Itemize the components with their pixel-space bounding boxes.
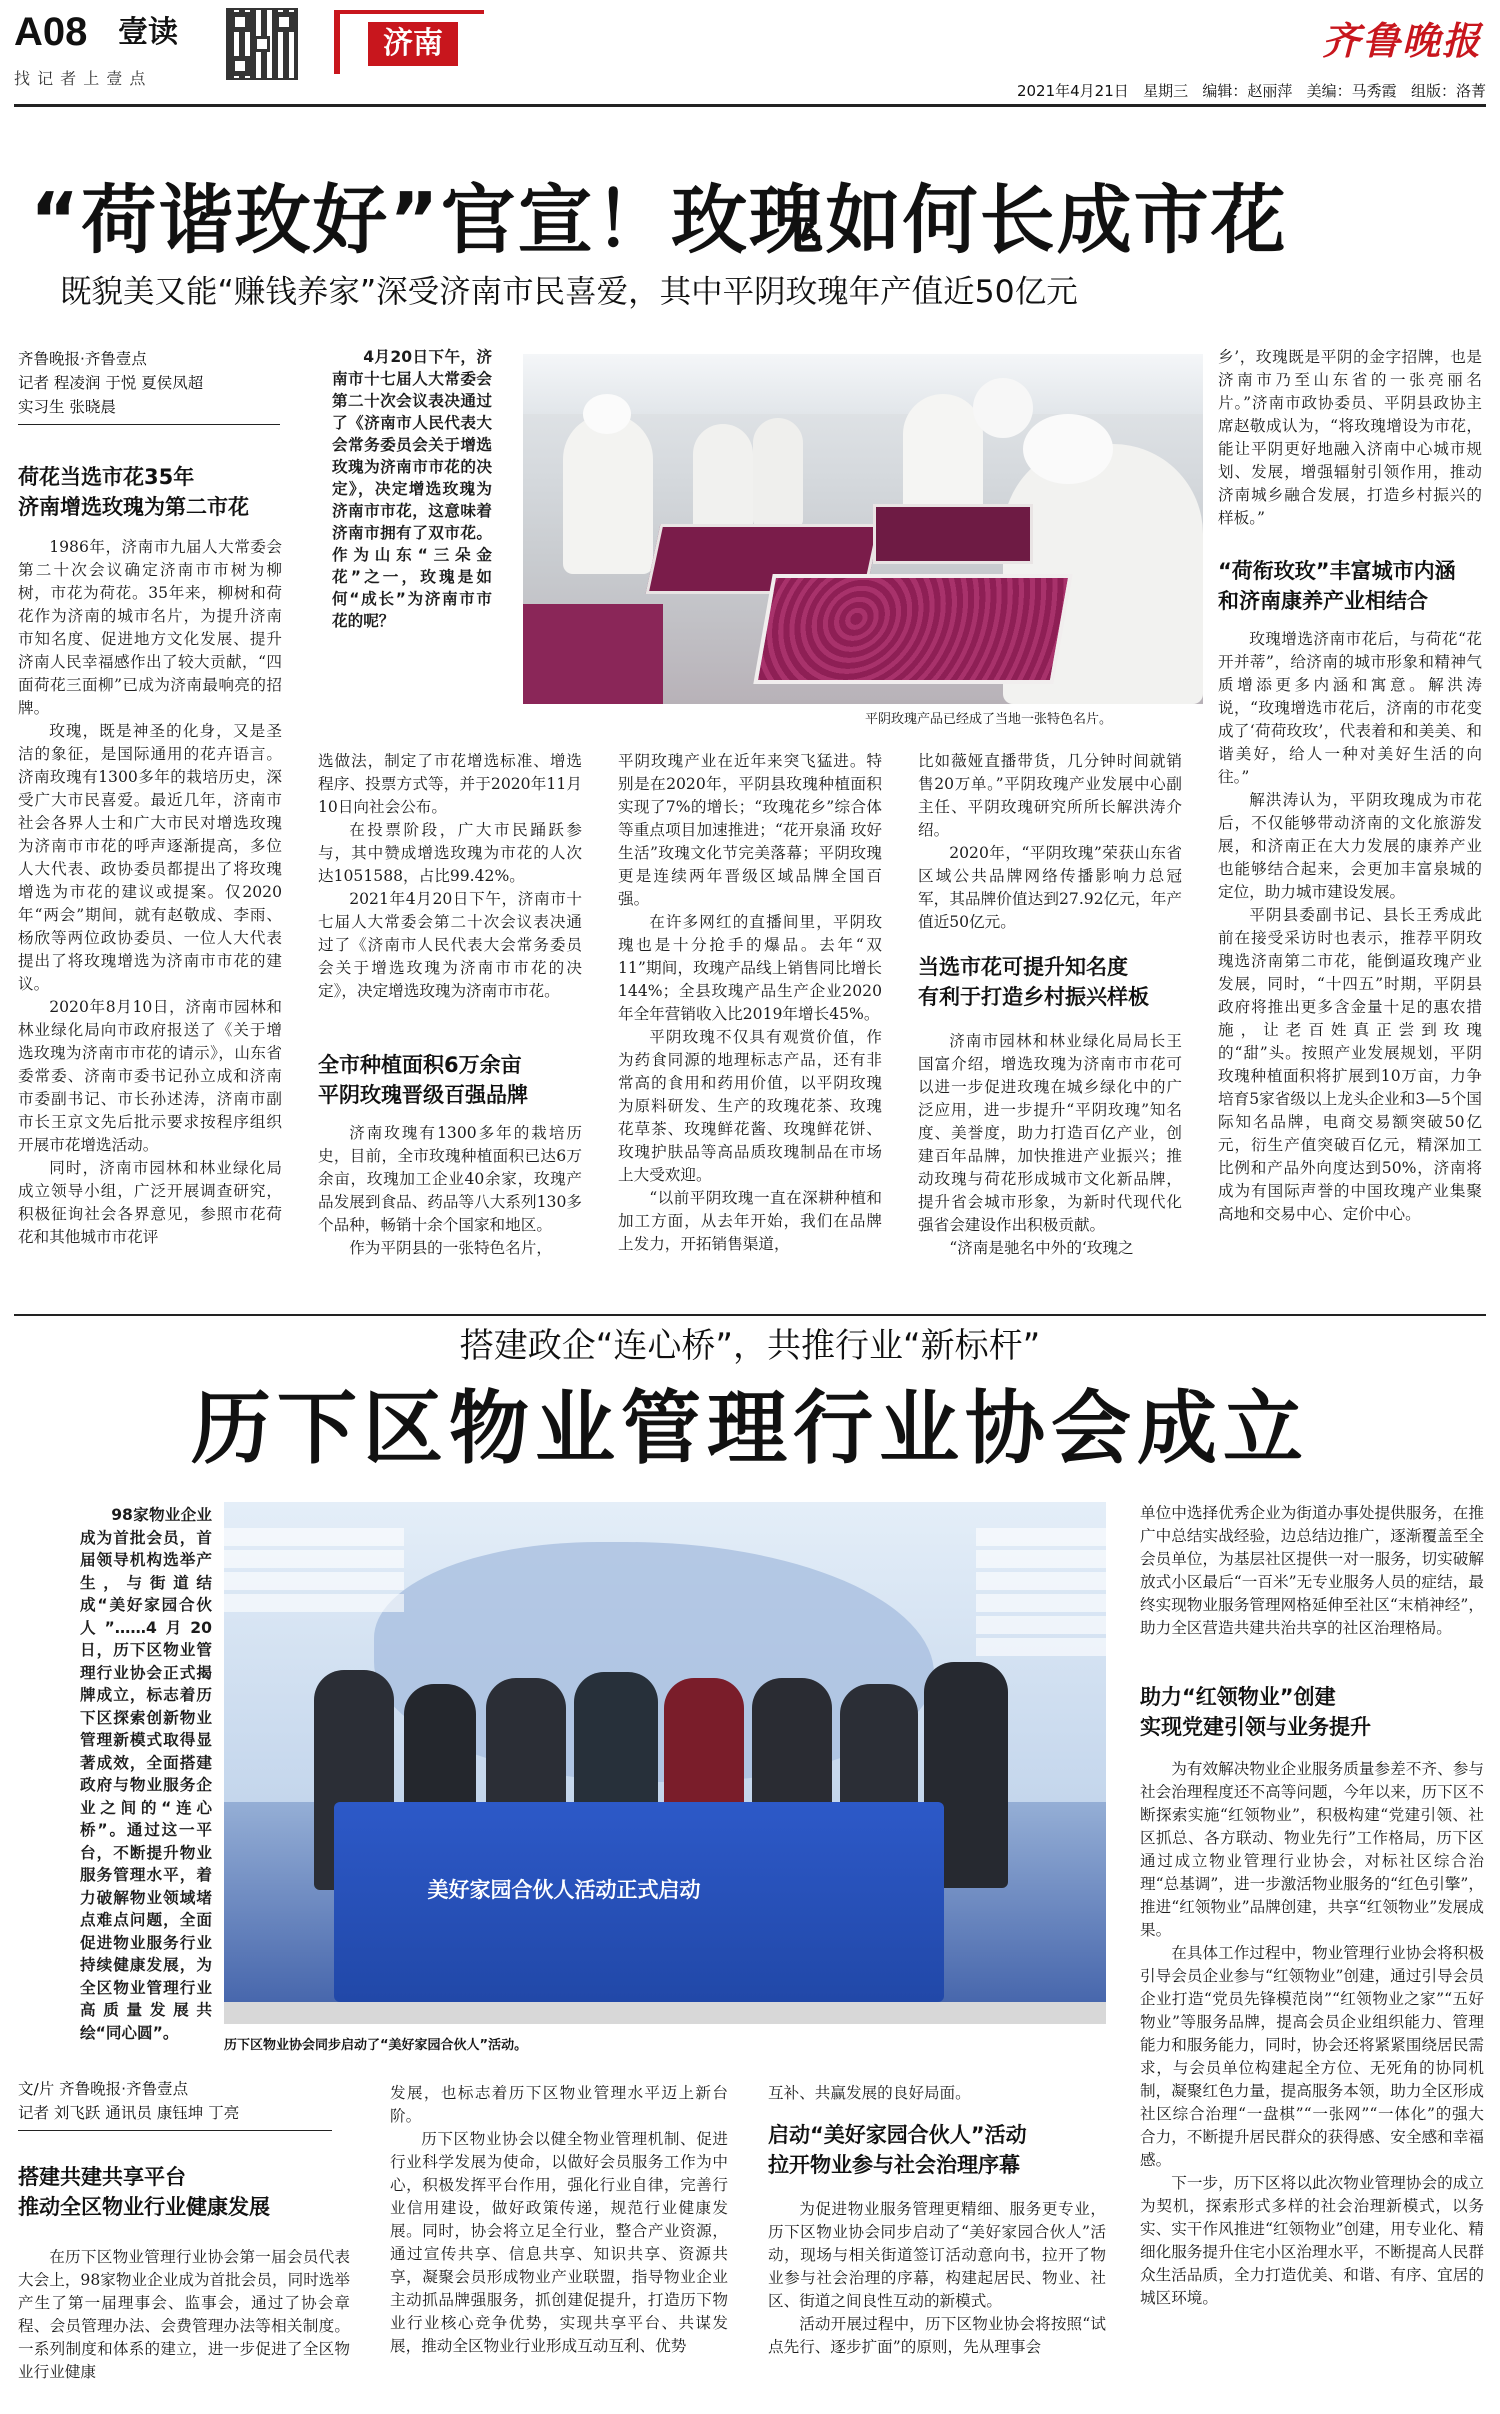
paragraph: 玫瑰，既是神圣的化身，又是圣洁的象征，是国际通用的花卉语言。济南玫瑰有1300多年的栽培历史，深受广大市民喜爱。最近几年，济南市社会各界人士和广大市民对增选玫瑰为济南市市花的呼声逐渐提高，多位人大代表、政协委员都提出了将玫瑰增选为市花的建议或提案。仅2020年“两会”期间，就有赵敬成、李雨、杨欣等两位政协委员、一位人大代表提出了将玫瑰增选为济南市市花的建议。 — [18, 722, 282, 993]
paragraph: 2021年4月20日下午，济南市十七届人大常委会第二十次会议表决通过了《济南市人民代表大会常务委员会关于增选玫瑰为济南市市花的决定》，决定增选玫瑰为济南市市花。 — [318, 890, 582, 1000]
paragraph: 为有效解决物业企业服务质量参差不齐、参与社会治理程度还不高等问题，今年以来，历下区不断探索实施“红领物业”，积极构建“党建引领、社区抓总、各方联动、物业先行”工作格局，历下区通过成立物业管理行业协会，对标社区综合治理“总基调”，进一步激活物业服务的“红色引擎”，推进“红领物业”品牌创建，共享“红领物业”发展成果。 — [1140, 1760, 1484, 1939]
credit-rule-2 — [18, 2130, 332, 2131]
paragraph: “济南是驰名中外的‘玫瑰之 — [949, 1239, 1134, 1257]
story1-col-4 — [918, 750, 1182, 934]
paragraph: 济南玫瑰有1300多年的栽培历史，目前，全市玫瑰种植面积已达6万余亩，玫瑰加工企业40余家，玫瑰产品发展到食品、药品等八大系列130多个品种，畅销十余个国家和地区。 — [318, 1124, 582, 1234]
paragraph: 互补、共赢发展的良好局面。 — [768, 2084, 971, 2102]
rose-factory-photo — [523, 354, 1203, 704]
paragraph: 平阴县委副书记、县长王秀成此前在接受采访时也表示，推荐平阴玫瑰选济南第二市花，能倒逼玫瑰产业发展，同时，“十四五”时期，平阴县政府将推出更多含金量十足的惠农措施，让老百姓真正尝到玫瑰的“甜”头。按照产业发展规划，平阴玫瑰种植面积将扩展到10万亩，力争培育5家省级以上龙头企业和3—5个国际知名品牌，电商交易额突破50亿元，衍生产值突破百亿元，精深加工比例和产品外向度达到50%，济南将成为有国际声誉的中国玫瑰产业集聚高地和交易中心、定价中心。 — [1218, 906, 1482, 1223]
story1-subheadline: 既貌美又能“赚钱养家”深受济南市民喜爱，其中平阴玫瑰年产值近50亿元 — [60, 274, 1078, 310]
paragraph: 济南市园林和林业绿化局局长王国富介绍，增选玫瑰为济南市市花可以进一步促进玫瑰在城乡绿化中的广泛应用，进一步提升“平阴玫瑰”知名度、美誉度，助力打造百亿产业，创建百年品牌，加快推进产业振兴；推动玫瑰与荷花形成城市文化新品牌，提升省会城市形象，为新时代现代化强省会建设作出积极贡献。 — [918, 1032, 1182, 1234]
story2-col-4 — [1140, 1502, 1484, 1666]
story2-col-1 — [18, 2246, 350, 2406]
paragraph: “以前平阴玫瑰一直在深耕种植和加工方面，从去年开始，我们在品牌上发力，开拓销售渠道， — [618, 1189, 882, 1253]
story2-col-3b — [768, 2198, 1106, 2406]
city-tag — [334, 10, 484, 74]
paragraph: 平阴玫瑰产业在近年来突飞猛进。特别是在2020年，平阴县玫瑰种植面积实现了7%的增长；“玫瑰花乡”综合体等重点项目加速推进；“花开泉涌 玫好生活”玫瑰文化节完美落幕；平阴玫瑰更是连续两年晋级区域品牌全国百强。 — [618, 752, 882, 908]
story1-subhead-1: 荷花当选市花35年 济南增选玫瑰为第二市花 — [18, 465, 249, 519]
paragraph: 同时，济南市园林和林业绿化局成立领导小组，广泛开展调查研究，积极征询社会各界意见，参照市花荷花和其他城市市花评 — [18, 1159, 282, 1246]
masthead-logo: 齐鲁晚报 — [1321, 18, 1482, 63]
paragraph: 为促进物业服务管理更精细、服务更专业，历下区物业协会同步启动了“美好家园合伙人”活动，现场与相关街道签订活动意向书，拉开了物业参与社会治理的序幕，构建起居民、物业、社区、街道之间良性互动的新模式。 — [768, 2200, 1106, 2310]
story1-col-3 — [618, 750, 882, 1310]
story1-intro — [332, 346, 492, 702]
header-rule — [14, 104, 1486, 107]
paragraph: 比如薇娅直播带货，几分钟时间就销售20万单。”平阴玫瑰产业发展中心副主任、平阴玫瑰研究所所长解洪涛介绍。 — [918, 752, 1182, 839]
issue-meta: 2021年4月21日 星期三 编辑：赵丽萍 美编：马秀霞 组版：洛菁 — [1016, 82, 1486, 100]
paragraph: 2020年8月10日，济南市园林和林业绿化局向市政府报送了《关于增选玫瑰为济南市市花的请示》，山东省委常委、济南市委书记孙立成和济南市委副书记、市长孙述涛，济南市副市长王京文先后批示要求按程序组织开展市花增选活动。 — [18, 998, 282, 1154]
qr-code[interactable] — [226, 8, 298, 80]
ceremony-photo-caption: 历下区物业协会同步启动了“美好家园合伙人”活动。 — [224, 2038, 528, 2053]
paragraph: 平阴玫瑰不仅具有观赏价值，作为药食同源的地理标志产品，还有非常高的食用和药用价值，以平阴玫瑰为原料研发、生产的玫瑰花茶、玫瑰花草茶、玫瑰鲜花酱、玫瑰鲜花饼、玫瑰护肤品等高品质玫瑰制品在市场上大受欢迎。 — [618, 1028, 882, 1184]
story2-col-2 — [390, 2082, 728, 2406]
paragraph: 历下区物业协会以健全物业管理机制、促进行业科学发展为使命，以做好会员服务工作为中心，积极发挥平台作用，强化行业自律，完善行业信用建设，做好政策传递，规范行业健康发展。同时，协会将立足全行业，整合产业资源，通过宣传共享、信息共享、知识共享、资源共享，凝聚会员形成物业产业联盟，指导物业企业主动抓品牌强服务，抓创建促提升，打造历下物业行业核心竞争优势，实现共享平台、共谋发展，推动全区物业行业形成互动互利、优势 — [390, 2130, 728, 2355]
story2-subhead-3: 助力“红领物业”创建 实现党建引领与业务提升 — [1140, 1685, 1371, 1739]
story2-headline: 历下区物业管理行业协会成立 — [191, 1381, 1309, 1475]
story1-col-4b — [918, 1030, 1182, 1310]
lead-text: 98家物业企业成为首批会员，首届领导机构选举产生，与街道结成“美好家园合伙人”……4月20日，历下区物业管理行业协会正式揭牌成立，标志着历下区探索创新物业管理新模式取得显著成效，全面搭建政府与物业服务企业之间的“连心桥”。通过这一平台，不断提升物业服务管理水平，着力破解物业领域堵点难点问题，全面促进物业服务行业持续健康发展，为全区物业管理行业高质量发展共绘“同心圆”。 — [80, 1506, 212, 2042]
story2-col-3 — [768, 2082, 1106, 2106]
page-number: A08 — [14, 10, 88, 54]
paragraph: 在投票阶段，广大市民踊跃参与，其中赞成增选玫瑰为市花的人次达1051588，占比99.42%。 — [318, 821, 582, 885]
story1-subhead-2: 全市种植面积6万余亩 平阴玫瑰晋级百强品牌 — [318, 1053, 528, 1107]
story2-kicker: 搭建政企“连心桥”，共推行业“新标杆” — [459, 1326, 1041, 1366]
section-name: 壹读 — [118, 15, 178, 50]
paragraph: 作为平阴县的一张特色名片， — [349, 1239, 552, 1257]
story1-col-1 — [18, 536, 282, 1246]
story1-col-2 — [318, 750, 582, 1050]
paragraph: 玫瑰增选济南市花后，与荷花“花开并蒂”，给济南的城市形象和精神气质增添更多内涵和寓意。解洪涛说，“玫瑰增选市花后，济南的市花变成了‘荷荷玫玫’，代表着和和美美、和谐美好，给人一种对美好生活的向往。” — [1218, 630, 1482, 786]
paragraph: 在许多网红的直播间里，平阴玫瑰也是十分抢手的爆品。去年“双11”期间，玫瑰产品线上销售同比增长144%；全县玫瑰产品生产企业2020年全年营销收入比2019年增长45%。 — [618, 913, 882, 1023]
paragraph: 下一步，历下区将以此次物业管理协会的成立为契机，探索形式多样的社会治理新模式，以务实、实干作风推进“红领物业”创建，用专业化、精细化服务提升住宅小区治理水平，不断提高人民群众生活品质，全力打造优美、和谐、有序、宜居的城区环境。 — [1140, 2174, 1484, 2307]
paragraph: 活动开展过程中，历下区物业协会将按照“试点先行、逐步扩面”的原则，先从理事会 — [768, 2315, 1106, 2356]
story1-subhead-4: “荷衔玫玫”丰富城市内涵 和济南康养产业相结合 — [1218, 559, 1456, 613]
story2-col-4b — [1140, 1758, 1484, 2406]
story1-credit-3: 实习生 张晓晨 — [18, 398, 116, 416]
story1-credit-1: 齐鲁晚报·齐鲁壹点 — [18, 350, 147, 368]
launch-screen-text: 美好家园合伙人活动正式启动 — [427, 1878, 701, 1902]
paragraph: 选做法，制定了市花增选标准、增选程序、投票方式等，并于2020年11月10日向社会公布。 — [318, 752, 582, 816]
rose-photo-caption: 平阴玫瑰产品已经成了当地一张特色名片。 — [865, 712, 1113, 727]
story1-subhead-3: 当选市花可提升知名度 有利于打造乡村振兴样板 — [918, 955, 1149, 1009]
paragraph: 发展，也标志着历下区物业管理水平迈上新台阶。 — [390, 2084, 728, 2125]
story2-credit-2: 记者 刘飞跃 通讯员 康钰坤 丁亮 — [18, 2104, 240, 2122]
story2-lead — [80, 1504, 212, 2042]
intro-text: 4月20日下午，济南市十七届人大常委会第二十次会议表决通过了《济南市人民代表大会常务委员会关于增选玫瑰为济南市市花的决定》，决定增选玫瑰为济南市市花，这意味着济南市拥有了双市花。作为山东“三朵金花”之一，玫瑰是如何“成长”为济南市市花的呢？ — [332, 348, 492, 630]
credit-rule — [18, 424, 280, 425]
paragraph: 2020年，“平阴玫瑰”荣获山东省区域公共品牌网络传播影响力总冠军，其品牌价值达到27.92亿元，年产值近50亿元。 — [918, 844, 1182, 931]
ceremony-photo — [224, 1502, 1106, 2024]
paragraph: 解洪涛认为，平阴玫瑰成为市花后，不仅能够带动济南的文化旅游发展，和济南正在大力发展的康养产业也能够结合起来，会更加丰富泉城的定位，助力城市建设发展。 — [1218, 791, 1482, 901]
story1-col-2b — [318, 1122, 582, 1310]
paragraph: 1986年，济南市九届人大常委会第二十次会议确定济南市市树为柳树，市花为荷花。35年来，柳树和荷花作为济南的城市名片，为提升济南市知名度、促进地方文化发展、提升济南人民幸福感作出了较大贡献，“四面荷花三面柳”已成为济南最响亮的招牌。 — [18, 538, 282, 717]
story2-subhead-2: 启动“美好家园合伙人”活动 拉开物业参与社会治理序幕 — [768, 2123, 1027, 2177]
story1-col-5 — [1218, 346, 1482, 556]
qr-caption: 找 记 者 上 壹 点 — [14, 69, 147, 88]
story1-col-5b — [1218, 628, 1482, 1310]
paragraph: 在具体工作过程中，物业管理行业协会将积极引导会员企业参与“红领物业”创建，通过引导会员企业打造“党员先锋模范岗”“红领物业之家”“五好物业”等服务品牌，提高会员企业组织能力、管理能力和服务能力，同时，协会还将紧紧围绕居民需求，与会员单位构建起全方位、无死角的协同机制，凝聚红色力量，提高服务本领，助力全区形成社区综合治理“一盘棋”“一张网”“一体化”的强大合力，不断提升居民群众的获得感、安全感和幸福感。 — [1140, 1944, 1484, 2169]
paragraph: 乡’，玫瑰既是平阴的金字招牌，也是济南市乃至山东省的一张亮丽名片。”济南市政协委员、平阴县政协主席赵敬成认为，“将玫瑰增设为市花，能让平阴更好地融入济南中心城市规划、发展，增强辐射引领作用，推动济南城乡融合发展，打造乡村振兴的样板。” — [1218, 348, 1482, 527]
story1-credit-2: 记者 程凌润 于悦 夏侯凤超 — [18, 374, 204, 392]
paragraph: 单位中选择优秀企业为街道办事处提供服务，在推广中总结实战经验，边总结边推广，逐渐覆盖至全会员单位，为基层社区提供一对一服务，切实破解放式小区最后“一百米”无专业服务人员的症结，最终实现物业服务管理网格延伸至社区“末梢神经”，助力全区营造共建共治共享的社区治理格局。 — [1140, 1504, 1484, 1637]
paragraph: 在历下区物业管理行业协会第一届会员代表大会上，98家物业企业成为首批会员，同时选举产生了第一届理事会、监事会，通过了协会章程、会员管理办法、会费管理办法等相关制度。一系列制度和体系的建立，进一步促进了全区物业行业健康 — [18, 2248, 350, 2381]
story-divider — [14, 1314, 1486, 1316]
city-tag-label: 济南 — [368, 22, 458, 66]
story2-subhead-1: 搭建共建共享平台 推动全区物业行业健康发展 — [18, 2165, 270, 2219]
story2-credit-1: 文/片 齐鲁晚报·齐鲁壹点 — [18, 2080, 189, 2098]
story1-headline: “荷谐玫好”官宣！玫瑰如何长成市花 — [30, 176, 1288, 264]
